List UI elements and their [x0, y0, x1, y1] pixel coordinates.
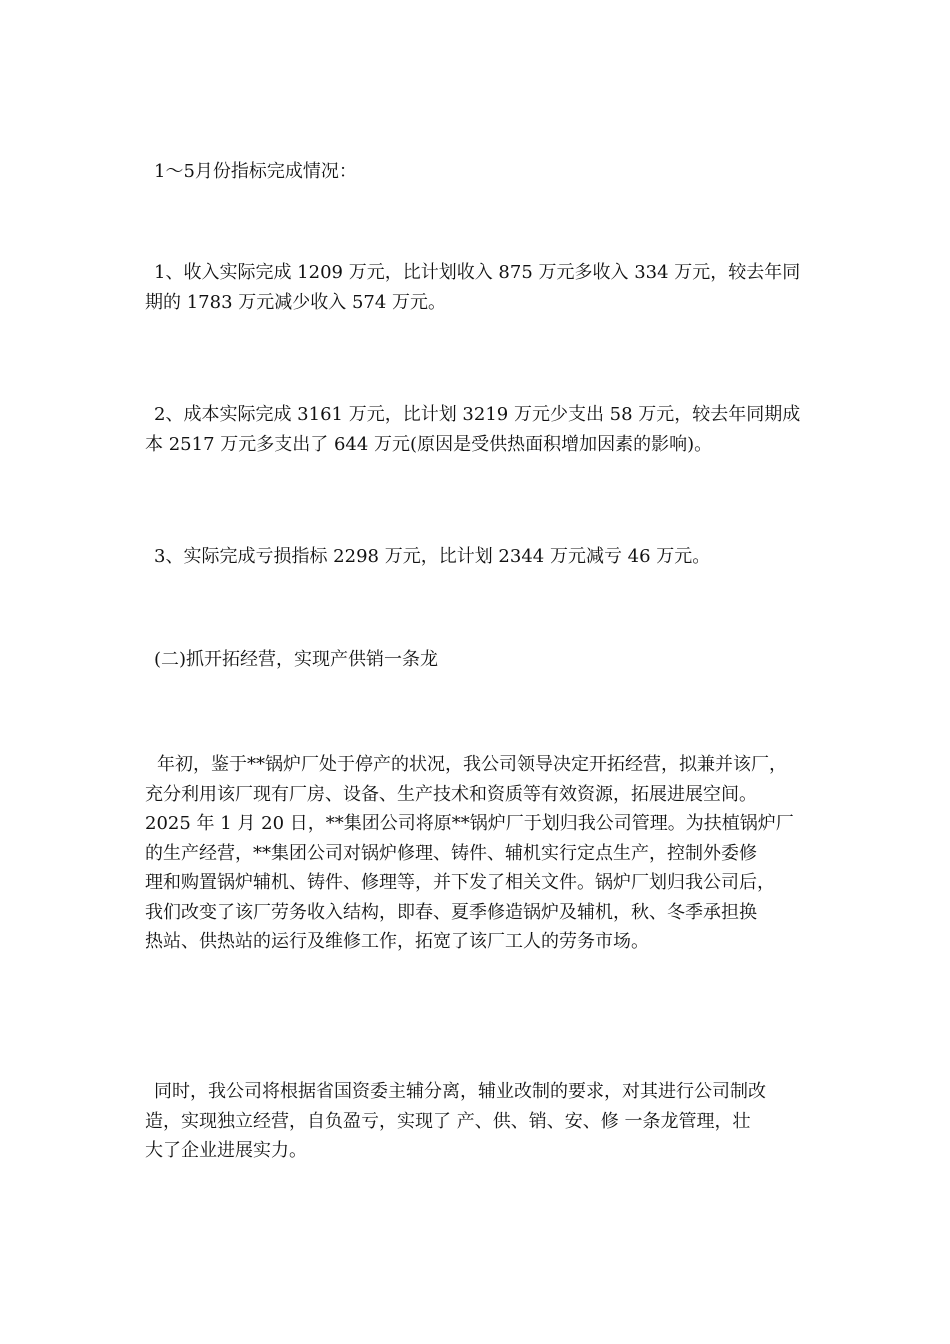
item-cost-line-2: 本 2517 万元多支出了 644 万元(原因是受供热面积增加因素的影响)。: [145, 433, 713, 455]
item-loss-line-1: 3、实际完成亏损指标 2298 万元，比计划 2344 万元减亏 46 万元。: [154, 546, 711, 567]
boiler-line-5: 理和购置锅炉辅机、铸件、修理等，并下发了相关文件。锅炉厂划归我公司后，: [145, 872, 775, 893]
boiler-line-3: 2025 年 1 月 20 日，**集团公司将原**锅炉厂于划归我公司管理。为扶植锅炉厂: [145, 813, 794, 834]
reform-line-3: 大了企业进展实力。: [145, 1140, 307, 1161]
boiler-line-4: 的生产经营，**集团公司对锅炉修理、铸件、辅机实行定点生产，控制外委修: [145, 842, 757, 864]
item-revenue-paragraph: [145, 258, 825, 317]
boiler-line-1: 年初，鉴于**锅炉厂处于停产的状况，我公司领导决定开拓经营，拟兼并该厂，: [157, 754, 787, 775]
indicators-heading: [145, 157, 825, 187]
section-two-title: [145, 645, 825, 675]
indicators-heading-text: 1～5月份指标完成情况：: [154, 161, 357, 182]
reform-paragraph: [145, 1077, 825, 1166]
item-revenue-line-2: 期的 1783 万元减少收入 574 万元。: [145, 291, 447, 313]
item-revenue-line-1: 1、收入实际完成 1209 万元，比计划收入 875 万元多收入 334 万元，较去年同: [154, 262, 801, 283]
boiler-factory-paragraph: [145, 750, 825, 957]
reform-line-2: 造，实现独立经营，自负盈亏，实现了 产、供、销、安、修 一条龙管理，壮: [145, 1110, 751, 1132]
item-loss-paragraph: [145, 542, 825, 572]
boiler-line-2: 充分利用该厂现有厂房、设备、生产技术和资质等有效资源，拓展进展空间。: [145, 783, 757, 805]
item-cost-line-1: 2、成本实际完成 3161 万元，比计划 3219 万元少支出 58 万元，较去年同期成: [154, 404, 801, 425]
reform-line-1: 同时，我公司将根据省国资委主辅分离，辅业改制的要求，对其进行公司制改: [154, 1081, 766, 1102]
item-cost-paragraph: [145, 400, 825, 459]
boiler-line-6: 我们改变了该厂劳务收入结构，即春、夏季修造锅炉及辅机，秋、冬季承担换: [145, 901, 757, 923]
boiler-line-7: 热站、供热站的运行及维修工作，拓宽了该厂工人的劳务市场。: [145, 931, 649, 952]
section-two-title-text: (二)抓开拓经营，实现产供销一条龙: [154, 649, 439, 670]
